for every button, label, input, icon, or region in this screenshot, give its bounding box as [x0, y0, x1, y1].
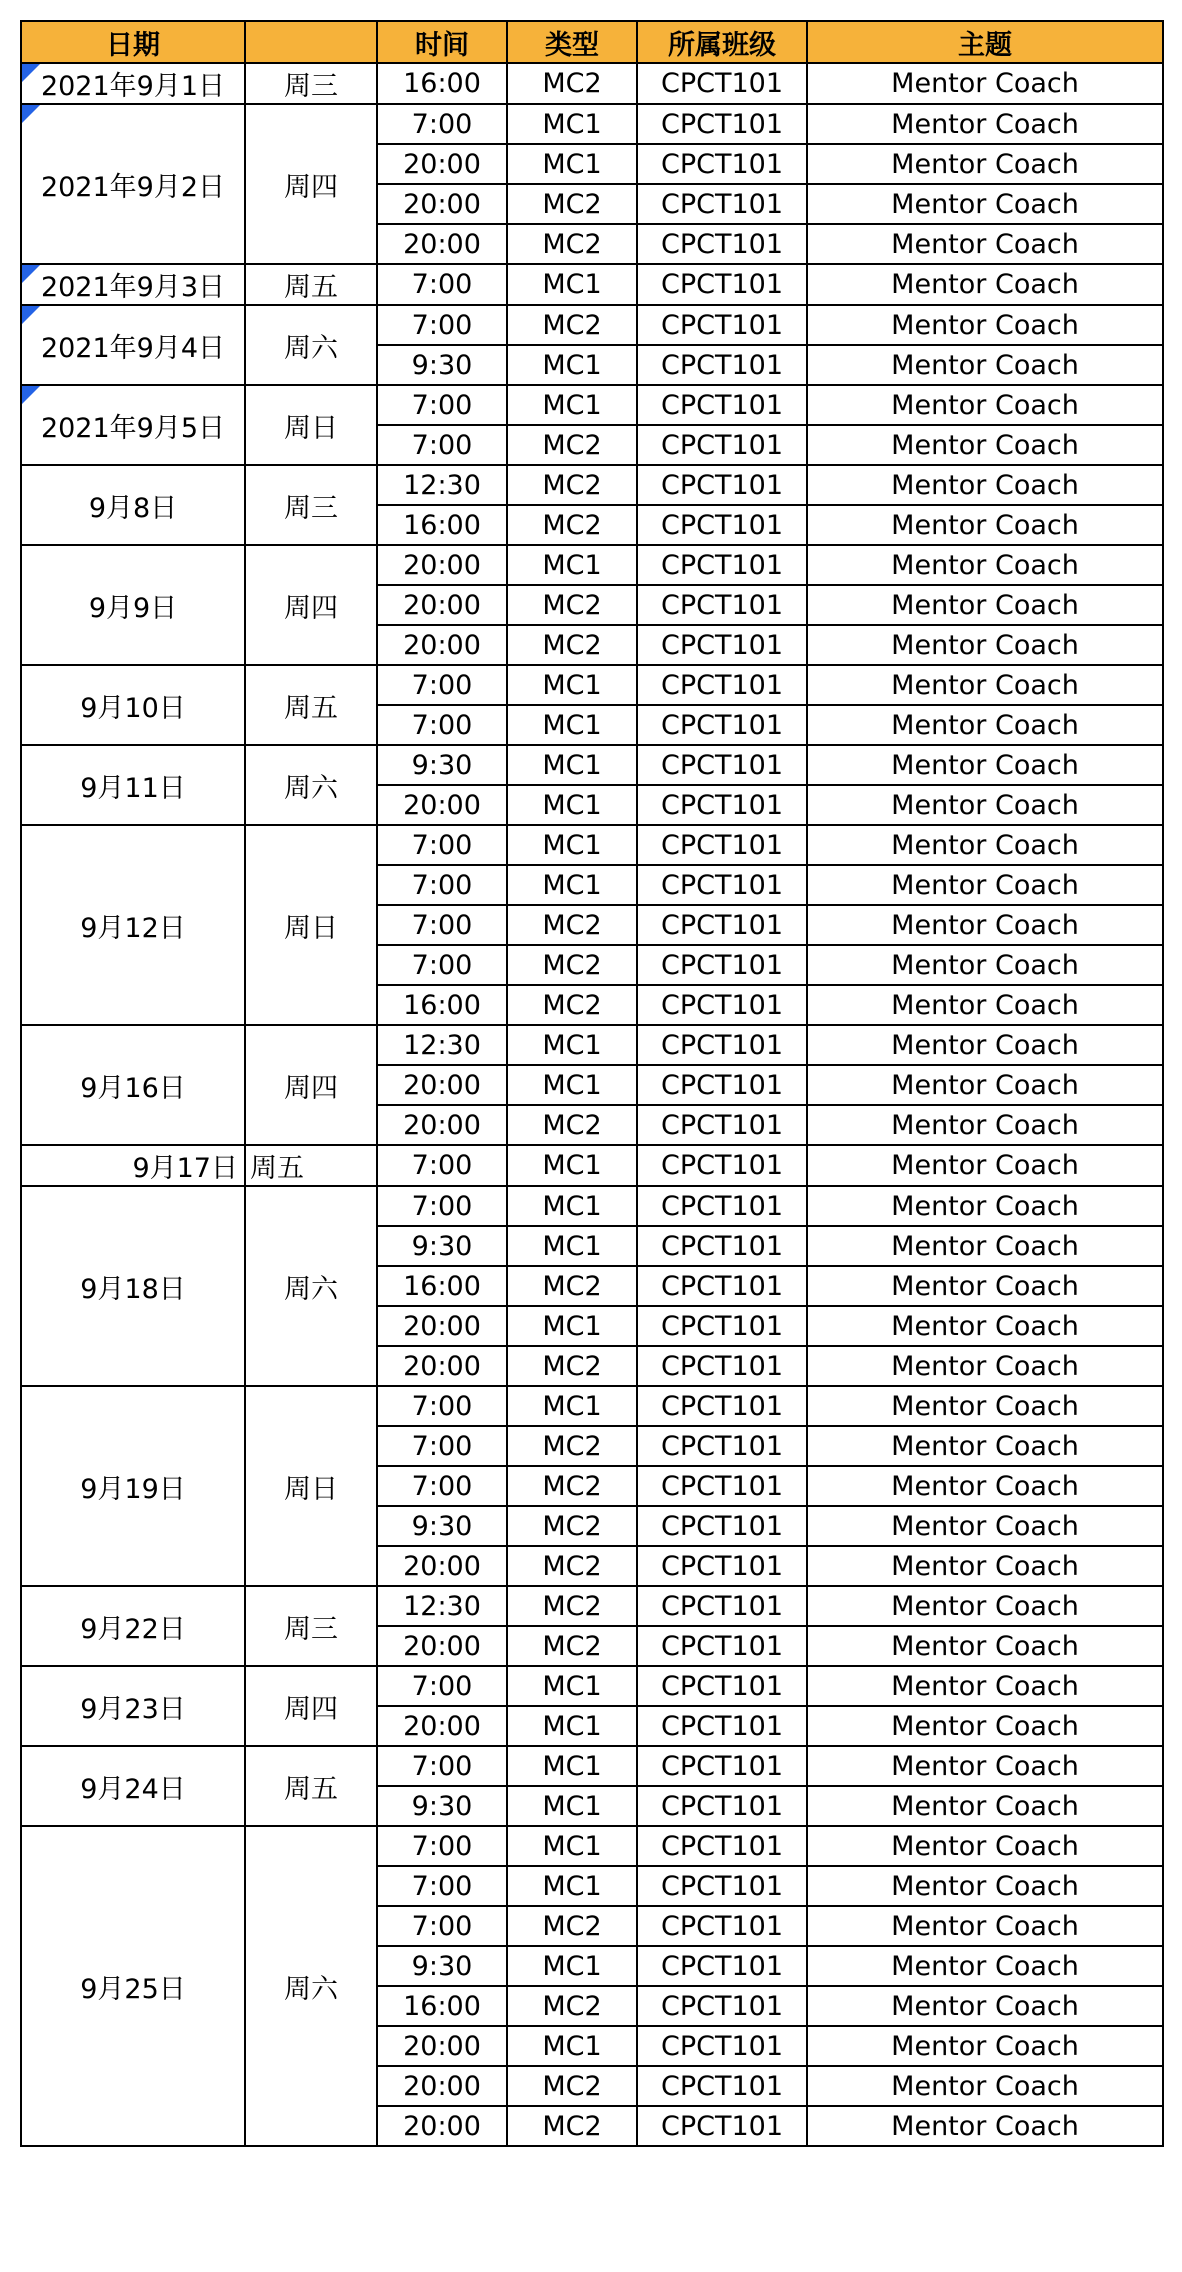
- topic-cell[interactable]: Mentor Coach: [807, 1226, 1163, 1266]
- time-cell[interactable]: 7:00: [377, 1826, 507, 1866]
- topic-cell[interactable]: Mentor Coach: [807, 1426, 1163, 1466]
- class-cell[interactable]: CPCT101: [637, 625, 807, 665]
- schedule-table: [20, 20, 1164, 2147]
- time-cell[interactable]: 7:00: [377, 1666, 507, 1706]
- class-cell[interactable]: CPCT101: [637, 705, 807, 745]
- topic-cell[interactable]: Mentor Coach: [807, 1386, 1163, 1426]
- time-cell[interactable]: 9:30: [377, 1786, 507, 1826]
- weekday-cell[interactable]: 周四: [245, 1025, 377, 1145]
- class-cell[interactable]: CPCT101: [637, 305, 807, 345]
- topic-cell[interactable]: Mentor Coach: [807, 2106, 1163, 2146]
- topic-cell[interactable]: Mentor Coach: [807, 585, 1163, 625]
- date-cell[interactable]: 2021年9月4日: [21, 305, 245, 385]
- topic-cell[interactable]: Mentor Coach: [807, 1025, 1163, 1065]
- time-cell[interactable]: 7:00: [377, 905, 507, 945]
- class-cell[interactable]: CPCT101: [637, 1466, 807, 1506]
- topic-cell[interactable]: Mentor Coach: [807, 1346, 1163, 1386]
- date-cell[interactable]: 2021年9月5日: [21, 385, 245, 465]
- class-cell[interactable]: CPCT101: [637, 585, 807, 625]
- table-row: [21, 545, 1163, 585]
- type-cell[interactable]: MC2: [507, 224, 637, 264]
- time-cell[interactable]: 20:00: [377, 1306, 507, 1346]
- time-cell[interactable]: 7:00: [377, 1866, 507, 1906]
- topic-cell[interactable]: Mentor Coach: [807, 1586, 1163, 1626]
- time-cell[interactable]: 9:30: [377, 1946, 507, 1986]
- type-cell[interactable]: MC2: [507, 1906, 637, 1946]
- type-cell[interactable]: MC1: [507, 1746, 637, 1786]
- table-row: [21, 104, 1163, 144]
- time-cell[interactable]: 20:00: [377, 1626, 507, 1666]
- type-cell[interactable]: MC2: [507, 1466, 637, 1506]
- class-cell[interactable]: CPCT101: [637, 1786, 807, 1826]
- weekday-cell[interactable]: 周四: [245, 545, 377, 665]
- type-cell[interactable]: MC2: [507, 63, 637, 104]
- class-cell[interactable]: CPCT101: [637, 264, 807, 305]
- class-cell[interactable]: CPCT101: [637, 505, 807, 545]
- topic-cell[interactable]: Mentor Coach: [807, 865, 1163, 905]
- class-cell[interactable]: CPCT101: [637, 985, 807, 1025]
- topic-cell[interactable]: Mentor Coach: [807, 1826, 1163, 1866]
- type-cell[interactable]: MC1: [507, 1826, 637, 1866]
- time-cell[interactable]: 16:00: [377, 985, 507, 1025]
- class-cell[interactable]: CPCT101: [637, 184, 807, 224]
- time-cell[interactable]: 7:00: [377, 1906, 507, 1946]
- type-cell[interactable]: MC1: [507, 545, 637, 585]
- type-cell[interactable]: MC1: [507, 1666, 637, 1706]
- class-cell[interactable]: CPCT101: [637, 1546, 807, 1586]
- date-cell[interactable]: 9月11日: [21, 745, 245, 825]
- class-cell[interactable]: CPCT101: [637, 2066, 807, 2106]
- topic-cell[interactable]: Mentor Coach: [807, 1706, 1163, 1746]
- type-cell[interactable]: MC2: [507, 465, 637, 505]
- weekday-cell[interactable]: 周五: [245, 1145, 377, 1186]
- table-row: [21, 465, 1163, 505]
- class-cell[interactable]: CPCT101: [637, 465, 807, 505]
- type-cell[interactable]: MC1: [507, 865, 637, 905]
- type-cell[interactable]: MC1: [507, 665, 637, 705]
- topic-cell[interactable]: Mentor Coach: [807, 1266, 1163, 1306]
- class-cell[interactable]: CPCT101: [637, 865, 807, 905]
- time-cell[interactable]: 16:00: [377, 1266, 507, 1306]
- time-cell[interactable]: 20:00: [377, 1105, 507, 1145]
- type-cell[interactable]: MC2: [507, 625, 637, 665]
- date-cell[interactable]: 2021年9月2日: [21, 104, 245, 264]
- topic-cell[interactable]: Mentor Coach: [807, 1786, 1163, 1826]
- type-cell[interactable]: MC2: [507, 1426, 637, 1466]
- time-cell[interactable]: 7:00: [377, 1386, 507, 1426]
- date-cell[interactable]: 9月23日: [21, 1666, 245, 1746]
- topic-cell[interactable]: Mentor Coach: [807, 1186, 1163, 1226]
- time-cell[interactable]: 20:00: [377, 785, 507, 825]
- type-cell[interactable]: MC1: [507, 1145, 637, 1186]
- class-cell[interactable]: CPCT101: [637, 1065, 807, 1105]
- topic-cell[interactable]: Mentor Coach: [807, 785, 1163, 825]
- topic-cell[interactable]: Mentor Coach: [807, 1866, 1163, 1906]
- class-cell[interactable]: CPCT101: [637, 1666, 807, 1706]
- weekday-cell[interactable]: 周日: [245, 825, 377, 1025]
- type-cell[interactable]: MC2: [507, 1105, 637, 1145]
- type-cell[interactable]: MC1: [507, 385, 637, 425]
- class-cell[interactable]: CPCT101: [637, 1826, 807, 1866]
- type-cell[interactable]: MC1: [507, 785, 637, 825]
- time-cell[interactable]: 20:00: [377, 2026, 507, 2066]
- weekday-cell[interactable]: 周五: [245, 264, 377, 305]
- time-cell[interactable]: 7:00: [377, 104, 507, 144]
- date-cell[interactable]: 9月17日: [21, 1145, 245, 1186]
- time-cell[interactable]: 20:00: [377, 224, 507, 264]
- header-date[interactable]: 日期: [21, 21, 245, 63]
- time-cell[interactable]: 20:00: [377, 545, 507, 585]
- topic-cell[interactable]: Mentor Coach: [807, 184, 1163, 224]
- class-cell[interactable]: CPCT101: [637, 144, 807, 184]
- class-cell[interactable]: CPCT101: [637, 104, 807, 144]
- time-cell[interactable]: 7:00: [377, 1466, 507, 1506]
- class-cell[interactable]: CPCT101: [637, 1906, 807, 1946]
- time-cell[interactable]: 20:00: [377, 1346, 507, 1386]
- class-cell[interactable]: CPCT101: [637, 1626, 807, 1666]
- date-cell[interactable]: 9月10日: [21, 665, 245, 745]
- topic-cell[interactable]: Mentor Coach: [807, 264, 1163, 305]
- type-cell[interactable]: MC1: [507, 1306, 637, 1346]
- weekday-cell[interactable]: 周六: [245, 1186, 377, 1386]
- topic-cell[interactable]: Mentor Coach: [807, 1065, 1163, 1105]
- time-cell[interactable]: 9:30: [377, 745, 507, 785]
- weekday-cell[interactable]: 周四: [245, 1666, 377, 1746]
- type-cell[interactable]: MC1: [507, 345, 637, 385]
- time-cell[interactable]: 16:00: [377, 505, 507, 545]
- topic-cell[interactable]: Mentor Coach: [807, 505, 1163, 545]
- type-cell[interactable]: MC1: [507, 144, 637, 184]
- topic-cell[interactable]: Mentor Coach: [807, 305, 1163, 345]
- type-cell[interactable]: MC1: [507, 705, 637, 745]
- table-row: [21, 1666, 1163, 1706]
- table-row: [21, 665, 1163, 705]
- table-row: [21, 1186, 1163, 1226]
- topic-cell[interactable]: Mentor Coach: [807, 104, 1163, 144]
- type-cell[interactable]: MC2: [507, 945, 637, 985]
- class-cell[interactable]: CPCT101: [637, 1746, 807, 1786]
- time-cell[interactable]: 9:30: [377, 1226, 507, 1266]
- time-cell[interactable]: 20:00: [377, 2066, 507, 2106]
- weekday-cell[interactable]: 周五: [245, 665, 377, 745]
- type-cell[interactable]: MC1: [507, 104, 637, 144]
- time-cell[interactable]: 16:00: [377, 1986, 507, 2026]
- class-cell[interactable]: CPCT101: [637, 945, 807, 985]
- class-cell[interactable]: CPCT101: [637, 905, 807, 945]
- header-weekday[interactable]: [245, 21, 377, 63]
- topic-cell[interactable]: Mentor Coach: [807, 1466, 1163, 1506]
- topic-cell[interactable]: Mentor Coach: [807, 1105, 1163, 1145]
- time-cell[interactable]: 7:00: [377, 825, 507, 865]
- weekday-cell[interactable]: 周日: [245, 385, 377, 465]
- time-cell[interactable]: 20:00: [377, 1065, 507, 1105]
- time-cell[interactable]: 7:00: [377, 1145, 507, 1186]
- class-cell[interactable]: CPCT101: [637, 1866, 807, 1906]
- class-cell[interactable]: CPCT101: [637, 1506, 807, 1546]
- topic-cell[interactable]: Mentor Coach: [807, 625, 1163, 665]
- type-cell[interactable]: MC2: [507, 585, 637, 625]
- time-cell[interactable]: 20:00: [377, 1546, 507, 1586]
- type-cell[interactable]: MC1: [507, 1866, 637, 1906]
- weekday-cell[interactable]: 周六: [245, 305, 377, 385]
- header-class[interactable]: 所属班级: [637, 21, 807, 63]
- date-cell[interactable]: 9月19日: [21, 1386, 245, 1586]
- class-cell[interactable]: CPCT101: [637, 1105, 807, 1145]
- table-row: [21, 1826, 1163, 1866]
- weekday-cell[interactable]: 周三: [245, 465, 377, 545]
- time-cell[interactable]: 7:00: [377, 1746, 507, 1786]
- topic-cell[interactable]: Mentor Coach: [807, 1906, 1163, 1946]
- date-cell[interactable]: 9月9日: [21, 545, 245, 665]
- class-cell[interactable]: CPCT101: [637, 1586, 807, 1626]
- table-row: [21, 385, 1163, 425]
- table-row: [21, 1746, 1163, 1786]
- type-cell[interactable]: MC2: [507, 184, 637, 224]
- class-cell[interactable]: CPCT101: [637, 1186, 807, 1226]
- table-row: [21, 1586, 1163, 1626]
- time-cell[interactable]: 7:00: [377, 385, 507, 425]
- date-cell[interactable]: 2021年9月3日: [21, 264, 245, 305]
- type-cell[interactable]: MC2: [507, 2106, 637, 2146]
- class-cell[interactable]: CPCT101: [637, 1946, 807, 1986]
- table-row: [21, 1386, 1163, 1426]
- topic-cell[interactable]: Mentor Coach: [807, 1666, 1163, 1706]
- type-cell[interactable]: MC2: [507, 1346, 637, 1386]
- header-time[interactable]: 时间: [377, 21, 507, 63]
- table-row: [21, 63, 1163, 104]
- time-cell[interactable]: 7:00: [377, 264, 507, 305]
- class-cell[interactable]: CPCT101: [637, 785, 807, 825]
- type-cell[interactable]: MC1: [507, 1226, 637, 1266]
- time-cell[interactable]: 7:00: [377, 945, 507, 985]
- time-cell[interactable]: 9:30: [377, 345, 507, 385]
- topic-cell[interactable]: Mentor Coach: [807, 945, 1163, 985]
- class-cell[interactable]: CPCT101: [637, 1706, 807, 1746]
- class-cell[interactable]: CPCT101: [637, 224, 807, 264]
- date-cell[interactable]: 9月16日: [21, 1025, 245, 1145]
- time-cell[interactable]: 12:30: [377, 1586, 507, 1626]
- topic-cell[interactable]: Mentor Coach: [807, 985, 1163, 1025]
- weekday-cell[interactable]: 周日: [245, 1386, 377, 1586]
- topic-cell[interactable]: Mentor Coach: [807, 1546, 1163, 1586]
- header-row: [21, 21, 1163, 63]
- class-cell[interactable]: CPCT101: [637, 1306, 807, 1346]
- class-cell[interactable]: CPCT101: [637, 425, 807, 465]
- class-cell[interactable]: CPCT101: [637, 1266, 807, 1306]
- date-cell[interactable]: 9月24日: [21, 1746, 245, 1826]
- header-type[interactable]: 类型: [507, 21, 637, 63]
- topic-cell[interactable]: Mentor Coach: [807, 465, 1163, 505]
- class-cell[interactable]: CPCT101: [637, 665, 807, 705]
- class-cell[interactable]: CPCT101: [637, 1226, 807, 1266]
- type-cell[interactable]: MC2: [507, 1546, 637, 1586]
- table-row: [21, 1025, 1163, 1065]
- topic-cell[interactable]: Mentor Coach: [807, 1946, 1163, 1986]
- type-cell[interactable]: MC1: [507, 825, 637, 865]
- topic-cell[interactable]: Mentor Coach: [807, 224, 1163, 264]
- class-cell[interactable]: CPCT101: [637, 1346, 807, 1386]
- time-cell[interactable]: 7:00: [377, 705, 507, 745]
- time-cell[interactable]: 7:00: [377, 665, 507, 705]
- date-cell[interactable]: 9月25日: [21, 1826, 245, 2146]
- type-cell[interactable]: MC2: [507, 425, 637, 465]
- table-row: [21, 264, 1163, 305]
- time-cell[interactable]: 7:00: [377, 1426, 507, 1466]
- topic-cell[interactable]: Mentor Coach: [807, 665, 1163, 705]
- topic-cell[interactable]: Mentor Coach: [807, 745, 1163, 785]
- class-cell[interactable]: CPCT101: [637, 545, 807, 585]
- weekday-cell[interactable]: 周六: [245, 1826, 377, 2146]
- date-cell[interactable]: 2021年9月1日: [21, 63, 245, 104]
- table-row: [21, 745, 1163, 785]
- header-topic[interactable]: 主题: [807, 21, 1163, 63]
- weekday-cell[interactable]: 周五: [245, 1746, 377, 1826]
- time-cell[interactable]: 20:00: [377, 184, 507, 224]
- type-cell[interactable]: MC1: [507, 1386, 637, 1426]
- topic-cell[interactable]: Mentor Coach: [807, 1746, 1163, 1786]
- time-cell[interactable]: 9:30: [377, 1506, 507, 1546]
- type-cell[interactable]: MC1: [507, 1706, 637, 1746]
- date-cell[interactable]: 9月12日: [21, 825, 245, 1025]
- topic-cell[interactable]: Mentor Coach: [807, 425, 1163, 465]
- class-cell[interactable]: CPCT101: [637, 1145, 807, 1186]
- time-cell[interactable]: 20:00: [377, 625, 507, 665]
- topic-cell[interactable]: Mentor Coach: [807, 905, 1163, 945]
- type-cell[interactable]: MC2: [507, 1506, 637, 1546]
- table-row: [21, 1145, 1163, 1186]
- time-cell[interactable]: 7:00: [377, 305, 507, 345]
- class-cell[interactable]: CPCT101: [637, 1386, 807, 1426]
- type-cell[interactable]: MC2: [507, 905, 637, 945]
- topic-cell[interactable]: Mentor Coach: [807, 2026, 1163, 2066]
- type-cell[interactable]: MC2: [507, 305, 637, 345]
- type-cell[interactable]: MC1: [507, 745, 637, 785]
- type-cell[interactable]: MC1: [507, 264, 637, 305]
- type-cell[interactable]: MC2: [507, 1626, 637, 1666]
- time-cell[interactable]: 20:00: [377, 144, 507, 184]
- topic-cell[interactable]: Mentor Coach: [807, 1145, 1163, 1186]
- time-cell[interactable]: 20:00: [377, 2106, 507, 2146]
- type-cell[interactable]: MC2: [507, 1586, 637, 1626]
- class-cell[interactable]: CPCT101: [637, 385, 807, 425]
- time-cell[interactable]: 7:00: [377, 425, 507, 465]
- date-cell[interactable]: 9月8日: [21, 465, 245, 545]
- topic-cell[interactable]: Mentor Coach: [807, 144, 1163, 184]
- type-cell[interactable]: MC1: [507, 2026, 637, 2066]
- type-cell[interactable]: MC1: [507, 1065, 637, 1105]
- type-cell[interactable]: MC2: [507, 2066, 637, 2106]
- table-row: [21, 305, 1163, 345]
- class-cell[interactable]: CPCT101: [637, 1986, 807, 2026]
- topic-cell[interactable]: Mentor Coach: [807, 2066, 1163, 2106]
- type-cell[interactable]: MC1: [507, 1786, 637, 1826]
- topic-cell[interactable]: Mentor Coach: [807, 1986, 1163, 2026]
- time-cell[interactable]: 12:30: [377, 465, 507, 505]
- time-cell[interactable]: 7:00: [377, 1186, 507, 1226]
- weekday-cell[interactable]: 周三: [245, 1586, 377, 1666]
- topic-cell[interactable]: Mentor Coach: [807, 705, 1163, 745]
- time-cell[interactable]: 16:00: [377, 63, 507, 104]
- type-cell[interactable]: MC1: [507, 1025, 637, 1065]
- time-cell[interactable]: 7:00: [377, 865, 507, 905]
- topic-cell[interactable]: Mentor Coach: [807, 825, 1163, 865]
- class-cell[interactable]: CPCT101: [637, 63, 807, 104]
- type-cell[interactable]: MC1: [507, 1946, 637, 1986]
- topic-cell[interactable]: Mentor Coach: [807, 63, 1163, 104]
- type-cell[interactable]: MC1: [507, 1186, 637, 1226]
- weekday-cell[interactable]: 周六: [245, 745, 377, 825]
- date-cell[interactable]: 9月18日: [21, 1186, 245, 1386]
- type-cell[interactable]: MC2: [507, 1266, 637, 1306]
- schedule-body: [21, 63, 1163, 2146]
- class-cell[interactable]: CPCT101: [637, 345, 807, 385]
- topic-cell[interactable]: Mentor Coach: [807, 545, 1163, 585]
- topic-cell[interactable]: Mentor Coach: [807, 1626, 1163, 1666]
- topic-cell[interactable]: Mentor Coach: [807, 345, 1163, 385]
- class-cell[interactable]: CPCT101: [637, 825, 807, 865]
- weekday-cell[interactable]: 周三: [245, 63, 377, 104]
- class-cell[interactable]: CPCT101: [637, 1025, 807, 1065]
- time-cell[interactable]: 20:00: [377, 1706, 507, 1746]
- table-row: [21, 825, 1163, 865]
- class-cell[interactable]: CPCT101: [637, 1426, 807, 1466]
- class-cell[interactable]: CPCT101: [637, 2026, 807, 2066]
- type-cell[interactable]: MC2: [507, 1986, 637, 2026]
- class-cell[interactable]: CPCT101: [637, 745, 807, 785]
- topic-cell[interactable]: Mentor Coach: [807, 1306, 1163, 1346]
- type-cell[interactable]: MC2: [507, 985, 637, 1025]
- time-cell[interactable]: 12:30: [377, 1025, 507, 1065]
- weekday-cell[interactable]: 周四: [245, 104, 377, 264]
- topic-cell[interactable]: Mentor Coach: [807, 385, 1163, 425]
- class-cell[interactable]: CPCT101: [637, 2106, 807, 2146]
- topic-cell[interactable]: Mentor Coach: [807, 1506, 1163, 1546]
- type-cell[interactable]: MC2: [507, 505, 637, 545]
- time-cell[interactable]: 20:00: [377, 585, 507, 625]
- date-cell[interactable]: 9月22日: [21, 1586, 245, 1666]
